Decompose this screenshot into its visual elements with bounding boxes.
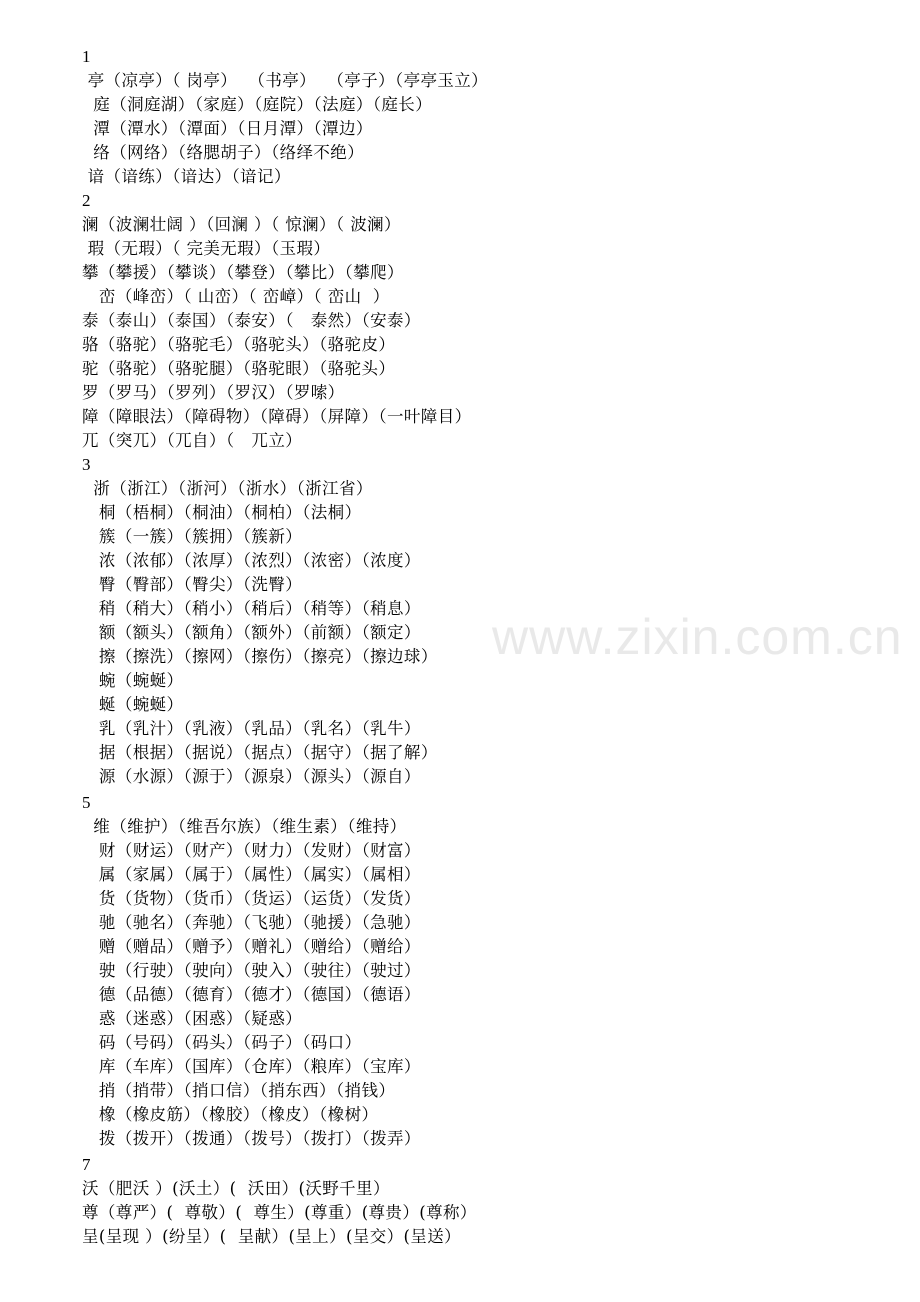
word-line: 络（网络）（络腮胡子）（络绎不绝）	[82, 143, 365, 162]
word-line: 捎（捎带）（捎口信）（捎东西）（捎钱）	[82, 1081, 396, 1100]
word-line: 橡（橡皮筋）（橡胶）（橡皮）（橡树）	[82, 1105, 379, 1124]
section-number-3: 3	[82, 455, 91, 474]
word-line: 兀（突兀）（兀自）（ 兀立）	[82, 431, 303, 450]
word-line: 簇（一簇）（簇拥）（簇新）	[82, 527, 303, 546]
word-line: 攀（攀援）（攀谈）（攀登）（攀比）（攀爬）	[82, 263, 404, 282]
section-number-5: 5	[82, 793, 91, 812]
word-line: 潭（潭水）（潭面）（日月潭）（潭边）	[82, 119, 373, 138]
word-line: 德（品德）（德育）（德才）（德国）（德语）	[82, 985, 421, 1004]
word-line: 驶（行驶）（驶向）（驶入）（驶往）（驶过）	[82, 961, 421, 980]
word-line: 谙（谙练）（谙达）（谙记）	[82, 167, 291, 186]
word-line: 源（水源）（源于）（源泉）（源头）（源自）	[82, 767, 421, 786]
section-number-2: 2	[82, 191, 91, 210]
word-line: 骆（骆驼）（骆驼毛）（骆驼头）（骆驼皮）	[82, 335, 396, 354]
word-line: 罗（罗马）（罗列）（罗汉）（罗嗦）	[82, 383, 345, 402]
word-line: 驰（驰名）（奔驰）（飞驰）（驰援）（急驰）	[82, 913, 421, 932]
word-line: 属（家属）（属于）（属性）（属实）（属相）	[82, 865, 421, 884]
word-line: 呈(呈现 ）(纷呈）( 呈献）(呈上）(呈交）(呈送）	[82, 1227, 462, 1246]
word-line: 澜（波澜壮阔 ）（回澜 ）（ 惊澜）（ 波澜）	[82, 215, 401, 234]
word-line: 浓（浓郁）（浓厚）（浓烈）（浓密）（浓度）	[82, 551, 421, 570]
word-line: 库（车库）（国库）（仓库）（粮库）（宝库）	[82, 1057, 421, 1076]
word-line: 蜒（蜿蜒）	[82, 695, 184, 714]
section-number-7: 7	[82, 1155, 91, 1174]
word-line: 瑕（无瑕）（ 完美无瑕）（玉瑕）	[82, 239, 331, 258]
word-line: 赠（赠品）（赠予）（赠礼）（赠给）（赠给）	[82, 937, 421, 956]
word-line: 桐（梧桐）（桐油）（桐柏）（法桐）	[82, 503, 362, 522]
word-line: 惑（迷惑）（困惑）（疑惑）	[82, 1009, 303, 1028]
word-line: 驼（骆驼）（骆驼腿）（骆驼眼）（骆驼头）	[82, 359, 396, 378]
word-line: 蜿（蜿蜒）	[82, 671, 184, 690]
word-line: 稍（稍大）（稍小）（稍后）（稍等）（稍息）	[82, 599, 421, 618]
word-line: 峦（峰峦）（ 山峦）（ 峦嶂）（ 峦山 ）	[82, 287, 390, 306]
word-line: 障（障眼法）（障碍物）（障碍）（屏障）（一叶障目）	[82, 407, 472, 426]
watermark: www.zixin.com.cn	[492, 609, 903, 665]
word-line: 货（货物）（货币）（货运）（运货）（发货）	[82, 889, 421, 908]
word-line: 尊（尊严）( 尊敬）( 尊生）(尊重）(尊贵）(尊称）	[82, 1203, 477, 1222]
word-line: 浙（浙江）（浙河）（浙水）（浙江省）	[82, 479, 373, 498]
word-line: 额（额头）（额角）（额外）（前额）（额定）	[82, 623, 421, 642]
word-line: 码（号码）（码头）（码子）（码口）	[82, 1033, 362, 1052]
word-line: 维（维护）（维吾尔族）（维生素）（维持）	[82, 817, 407, 836]
word-line: 财（财运）（财产）（财力）（发财）（财富）	[82, 841, 421, 860]
word-line: 亭（凉亭）（ 岗亭） （书亭） （亭子）（亭亭玉立）	[82, 71, 489, 90]
word-line: 擦（擦洗）（擦网）（擦伤）（擦亮）（擦边球）	[82, 647, 438, 666]
section-number-1: 1	[82, 47, 91, 66]
word-line: 据（根据）（据说）（据点）（据守）（据了解）	[82, 743, 438, 762]
word-line: 臀（臀部）（臀尖）（洗臀）	[82, 575, 303, 594]
word-line: 拨（拨开）（拨通）（拨号）（拨打）（拨弄）	[82, 1129, 421, 1148]
word-line: 庭（洞庭湖）（家庭）（庭院）（法庭）（庭长）	[82, 95, 433, 114]
word-line: 泰（泰山）（泰国）（泰安）（ 泰然）（安泰）	[82, 311, 421, 330]
word-line: 乳（乳汁）（乳液）（乳品）（乳名）（乳牛）	[82, 719, 421, 738]
word-line: 沃（肥沃 ）(沃土）( 沃田）(沃野千里）	[82, 1179, 390, 1198]
